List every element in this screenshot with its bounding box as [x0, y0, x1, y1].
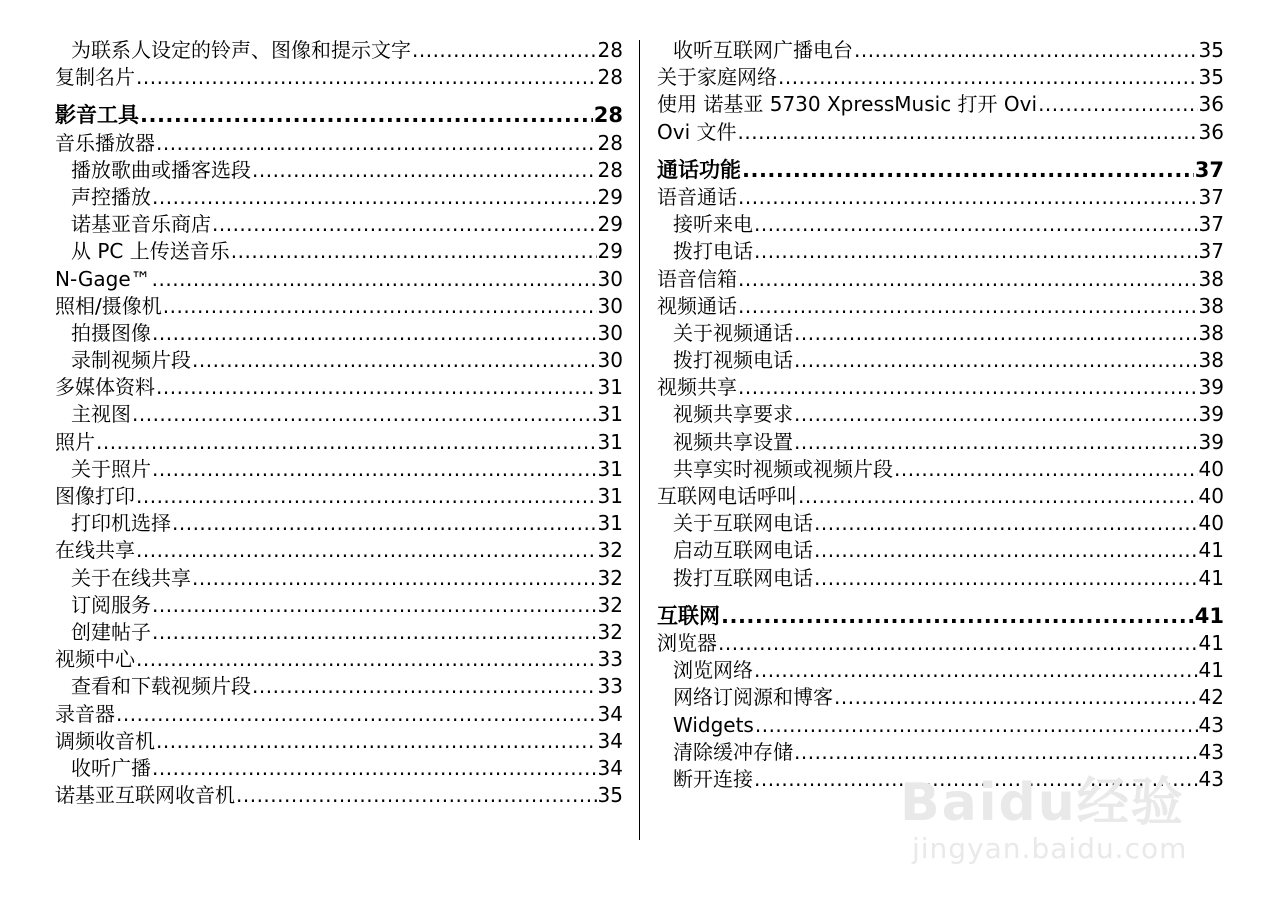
- toc-page-number: 32: [597, 619, 623, 644]
- toc-entry[interactable]: [55, 64, 623, 91]
- toc-entry[interactable]: [55, 429, 623, 456]
- toc-entry[interactable]: [55, 293, 623, 320]
- toc-dot-leader: [152, 592, 597, 619]
- toc-page-number: 32: [597, 538, 623, 563]
- toc-entry-title: 多媒体资料: [55, 375, 155, 400]
- toc-dot-leader: [252, 157, 597, 184]
- toc-page-number: 35: [597, 783, 623, 808]
- toc-dot-leader: [794, 320, 1198, 347]
- toc-page-number: 31: [597, 402, 623, 427]
- toc-entry[interactable]: [657, 211, 1224, 238]
- toc-page-number: 32: [597, 592, 623, 617]
- watermark-logo-text: Baidu经验: [900, 773, 1185, 833]
- toc-page-number: 34: [597, 701, 623, 726]
- toc-entry[interactable]: [657, 565, 1224, 592]
- toc-entry-title: 断开连接: [673, 766, 753, 791]
- toc-page-number: 28: [597, 65, 623, 90]
- toc-entry[interactable]: [55, 374, 623, 401]
- column-divider: [639, 40, 640, 840]
- toc-entry-title: 录音器: [55, 701, 115, 726]
- toc-entry[interactable]: [657, 37, 1224, 64]
- toc-entry-title: 图像打印: [55, 484, 135, 508]
- toc-page-number: 39: [1198, 429, 1224, 454]
- toc-page-number: 37: [1198, 212, 1224, 237]
- toc-page-number: 37: [1198, 239, 1224, 264]
- toc-dot-leader: [738, 119, 1198, 146]
- toc-page-number: 41: [1198, 658, 1224, 683]
- toc-entry[interactable]: [55, 483, 623, 510]
- toc-entry[interactable]: [657, 293, 1224, 320]
- toc-dot-leader: [140, 102, 593, 129]
- toc-entry-title: 订阅服务: [71, 592, 151, 617]
- toc-entry[interactable]: [55, 537, 623, 564]
- toc-entry[interactable]: [657, 347, 1224, 374]
- toc-entry[interactable]: [657, 712, 1224, 739]
- toc-page-number: 39: [1198, 375, 1224, 400]
- toc-page-number: 41: [1194, 603, 1224, 628]
- toc-entry[interactable]: [657, 266, 1224, 293]
- toc-page-number: 39: [1198, 402, 1224, 427]
- toc-page-number: 31: [597, 375, 623, 400]
- toc-entry-title: 录制视频片段: [71, 348, 191, 373]
- toc-entry-title: 拨打电话: [673, 239, 753, 264]
- toc-page-number: 43: [1198, 766, 1224, 791]
- toc-dot-leader: [798, 483, 1198, 510]
- toc-entry[interactable]: [657, 320, 1224, 347]
- toc-section-heading[interactable]: [657, 157, 1224, 184]
- toc-page-number: 33: [597, 674, 623, 699]
- toc-dot-leader: [152, 266, 597, 293]
- toc-entry-title: 使用 诺基亚 5730 XpressMusic 打开 Ovi: [657, 92, 1038, 117]
- toc-entry[interactable]: [55, 619, 623, 646]
- toc-page-number: 43: [1198, 712, 1224, 737]
- toc-entry-title: N-Gage™: [55, 266, 151, 291]
- toc-entry[interactable]: [657, 456, 1224, 483]
- toc-dot-leader: [132, 401, 597, 428]
- toc-entry[interactable]: [55, 592, 623, 619]
- toc-dot-leader: [152, 456, 597, 483]
- toc-page-number: 40: [1198, 511, 1224, 536]
- toc-entry-title: 互联网电话呼叫: [657, 484, 797, 508]
- toc-page-number: 28: [597, 157, 623, 182]
- toc-dot-leader: [854, 37, 1198, 64]
- toc-entry-title: 接听来电: [673, 212, 753, 237]
- toc-dot-leader: [231, 238, 597, 265]
- toc-dot-leader: [778, 64, 1198, 91]
- toc-page-number: 30: [597, 320, 623, 345]
- toc-page-number: 40: [1198, 456, 1224, 481]
- toc-dot-leader: [718, 630, 1198, 657]
- toc-entry-title: 收听广播: [71, 755, 151, 780]
- toc-dot-leader: [894, 456, 1198, 483]
- toc-page-number: 29: [597, 184, 623, 209]
- toc-entry-title: 拨打互联网电话: [673, 565, 813, 590]
- toc-dot-leader: [116, 701, 597, 728]
- toc-entry-title: 诺基亚音乐商店: [71, 212, 211, 237]
- toc-dot-leader: [1038, 91, 1197, 118]
- toc-entry[interactable]: [657, 238, 1224, 265]
- toc-dot-leader: [738, 184, 1198, 211]
- toc-entry-title: 调频收音机: [55, 728, 155, 753]
- toc-entry[interactable]: [55, 130, 623, 157]
- toc-dot-leader: [738, 374, 1198, 401]
- toc-left-column: [55, 37, 623, 809]
- toc-entry-title: 视频共享要求: [673, 402, 793, 427]
- toc-page-number: 36: [1198, 92, 1224, 117]
- toc-section-heading[interactable]: [657, 603, 1224, 630]
- toc-entry-title: 照相/摄像机: [55, 293, 162, 318]
- toc-entry[interactable]: [55, 782, 623, 809]
- toc-page-number: 30: [597, 266, 623, 291]
- toc-dot-leader: [192, 565, 597, 592]
- toc-entry-title: 为联系人设定的铃声、图像和提示文字: [71, 38, 411, 62]
- toc-dot-leader: [136, 483, 597, 510]
- toc-dot-leader: [152, 184, 597, 211]
- toc-entry[interactable]: [55, 673, 623, 700]
- toc-entry[interactable]: [55, 755, 623, 782]
- toc-entry[interactable]: [657, 510, 1224, 537]
- toc-entry-title: 创建帖子: [71, 619, 151, 644]
- toc-entry-title: 拍摄图像: [71, 320, 151, 345]
- toc-dot-leader: [136, 646, 597, 673]
- toc-dot-leader: [96, 429, 597, 456]
- toc-dot-leader: [152, 320, 597, 347]
- toc-entry[interactable]: [55, 211, 623, 238]
- toc-dot-leader: [814, 510, 1198, 537]
- toc-right-column: [657, 37, 1224, 793]
- toc-entry[interactable]: [55, 701, 623, 728]
- toc-dot-leader: [252, 673, 597, 700]
- toc-entry[interactable]: [657, 429, 1224, 456]
- toc-dot-leader: [814, 537, 1198, 564]
- toc-dot-leader: [738, 266, 1198, 293]
- toc-entry[interactable]: [55, 646, 623, 673]
- toc-entry-title: 声控播放: [71, 184, 151, 209]
- toc-entry-title: 拨打视频电话: [673, 348, 793, 373]
- toc-page-number: 28: [593, 103, 623, 128]
- toc-page-number: 35: [1198, 38, 1224, 62]
- toc-entry-title: Ovi 文件: [657, 119, 737, 144]
- toc-page-number: 38: [1198, 320, 1224, 345]
- toc-page-number: 34: [597, 755, 623, 780]
- toc-entry[interactable]: [55, 347, 623, 374]
- toc-entry-title: 网络订阅源和博客: [673, 685, 833, 710]
- toc-dot-leader: [754, 657, 1198, 684]
- toc-entry[interactable]: [657, 657, 1224, 684]
- toc-entry-title: 收听互联网广播电台: [673, 38, 853, 62]
- toc-dot-leader: [834, 684, 1198, 711]
- toc-dot-leader: [156, 728, 597, 755]
- toc-page-number: 40: [1198, 484, 1224, 508]
- toc-page-number: 30: [597, 293, 623, 318]
- toc-entry-title: 从 PC 上传送音乐: [71, 239, 230, 264]
- toc-entry-title: 视频中心: [55, 647, 135, 672]
- toc-entry[interactable]: [55, 456, 623, 483]
- toc-dot-leader: [212, 211, 597, 238]
- toc-page-number: 28: [597, 130, 623, 155]
- toc-entry-title: 查看和下载视频片段: [71, 674, 251, 699]
- toc-entry-title: 影音工具: [55, 103, 139, 128]
- baidu-watermark: [900, 760, 1200, 880]
- toc-page-number: 31: [597, 429, 623, 454]
- toc-entry-title: 视频通话: [657, 293, 737, 318]
- toc-entry-title: 通话功能: [657, 157, 741, 182]
- toc-dot-leader: [136, 64, 597, 91]
- toc-entry-title: 关于照片: [71, 456, 151, 481]
- toc-entry-title: 打印机选择: [71, 511, 171, 536]
- toc-entry[interactable]: [55, 37, 623, 64]
- toc-entry-title: 照片: [55, 429, 95, 454]
- toc-entry-title: 共享实时视频或视频片段: [673, 456, 893, 481]
- toc-entry-title: 互联网: [657, 603, 720, 628]
- toc-entry[interactable]: [55, 401, 623, 428]
- toc-dot-leader: [412, 37, 597, 64]
- toc-page-number: 32: [597, 565, 623, 590]
- toc-entry[interactable]: [55, 565, 623, 592]
- toc-page-number: 42: [1198, 685, 1224, 710]
- toc-dot-leader: [156, 130, 597, 157]
- toc-dot-leader: [172, 510, 597, 537]
- toc-entry[interactable]: [657, 401, 1224, 428]
- toc-entry-title: 关于在线共享: [71, 565, 191, 590]
- toc-page-number: 31: [597, 511, 623, 536]
- toc-entry-title: 诺基亚互联网收音机: [55, 783, 235, 808]
- toc-dot-leader: [236, 782, 597, 809]
- toc-page-number: 38: [1198, 348, 1224, 373]
- toc-page-number: 33: [597, 647, 623, 672]
- toc-entry[interactable]: [55, 184, 623, 211]
- toc-entry[interactable]: [657, 537, 1224, 564]
- toc-entry-title: 浏览网络: [673, 658, 753, 683]
- toc-entry-title: 浏览器: [657, 630, 717, 655]
- toc-page-number: 30: [597, 348, 623, 373]
- toc-dot-leader: [755, 712, 1198, 739]
- toc-page-number: 37: [1198, 184, 1224, 209]
- toc-entry[interactable]: [55, 510, 623, 537]
- toc-page-number: 41: [1198, 565, 1224, 590]
- watermark-url: jingyan.baidu.com: [912, 832, 1188, 865]
- toc-entry[interactable]: [55, 266, 623, 293]
- toc-section-heading[interactable]: [55, 102, 623, 129]
- toc-dot-leader: [754, 238, 1198, 265]
- toc-entry[interactable]: [657, 64, 1224, 91]
- toc-page-number: 38: [1198, 266, 1224, 291]
- toc-entry-title: 语音信箱: [657, 266, 737, 291]
- toc-dot-leader: [754, 211, 1198, 238]
- toc-page-number: 41: [1198, 630, 1224, 655]
- toc-dot-leader: [794, 429, 1198, 456]
- toc-entry[interactable]: [657, 483, 1224, 510]
- toc-entry-title: 清除缓冲存储: [673, 739, 793, 764]
- toc-page-number: 36: [1198, 119, 1224, 144]
- toc-entry-title: 视频共享: [657, 375, 737, 400]
- toc-entry[interactable]: [657, 91, 1224, 118]
- toc-entry-title: 语音通话: [657, 184, 737, 209]
- toc-dot-leader: [156, 374, 597, 401]
- toc-entry[interactable]: [55, 728, 623, 755]
- toc-dot-leader: [136, 537, 597, 564]
- toc-entry-title: Widgets: [673, 712, 754, 737]
- toc-entry-title: 启动互联网电话: [673, 538, 813, 563]
- toc-page-number: 35: [1198, 65, 1224, 90]
- toc-dot-leader: [163, 293, 597, 320]
- toc-entry[interactable]: [657, 184, 1224, 211]
- toc-entry[interactable]: [55, 320, 623, 347]
- toc-dot-leader: [152, 755, 597, 782]
- toc-page-number: 28: [597, 38, 623, 62]
- toc-dot-leader: [192, 347, 597, 374]
- toc-entry-title: 音乐播放器: [55, 130, 155, 155]
- toc-entry[interactable]: [657, 374, 1224, 401]
- toc-page-number: 41: [1198, 538, 1224, 563]
- toc-entry-title: 关于视频通话: [673, 320, 793, 345]
- toc-page-number: 29: [597, 212, 623, 237]
- toc-entry-title: 关于家庭网络: [657, 65, 777, 90]
- toc-entry-title: 播放歌曲或播客选段: [71, 157, 251, 182]
- toc-entry-title: 视频共享设置: [673, 429, 793, 454]
- toc-entry[interactable]: [55, 238, 623, 265]
- toc-dot-leader: [794, 401, 1198, 428]
- toc-page-number: 29: [597, 239, 623, 264]
- toc-entry-title: 在线共享: [55, 538, 135, 563]
- toc-entry-title: 主视图: [71, 402, 131, 427]
- toc-page-number: 31: [597, 484, 623, 508]
- toc-entry[interactable]: [55, 157, 623, 184]
- toc-page-number: 43: [1198, 739, 1224, 764]
- toc-entry[interactable]: [657, 684, 1224, 711]
- toc-dot-leader: [814, 565, 1198, 592]
- toc-entry[interactable]: [657, 119, 1224, 146]
- toc-dot-leader: [721, 603, 1194, 630]
- toc-entry-title: 关于互联网电话: [673, 511, 813, 536]
- toc-dot-leader: [738, 293, 1198, 320]
- toc-dot-leader: [152, 619, 597, 646]
- toc-page-number: 38: [1198, 293, 1224, 318]
- toc-page-number: 37: [1194, 157, 1224, 182]
- toc-page-number: 31: [597, 456, 623, 481]
- toc-entry-title: 复制名片: [55, 65, 135, 90]
- toc-dot-leader: [794, 347, 1198, 374]
- toc-dot-leader: [742, 157, 1194, 184]
- toc-page-number: 34: [597, 728, 623, 753]
- toc-entry[interactable]: [657, 630, 1224, 657]
